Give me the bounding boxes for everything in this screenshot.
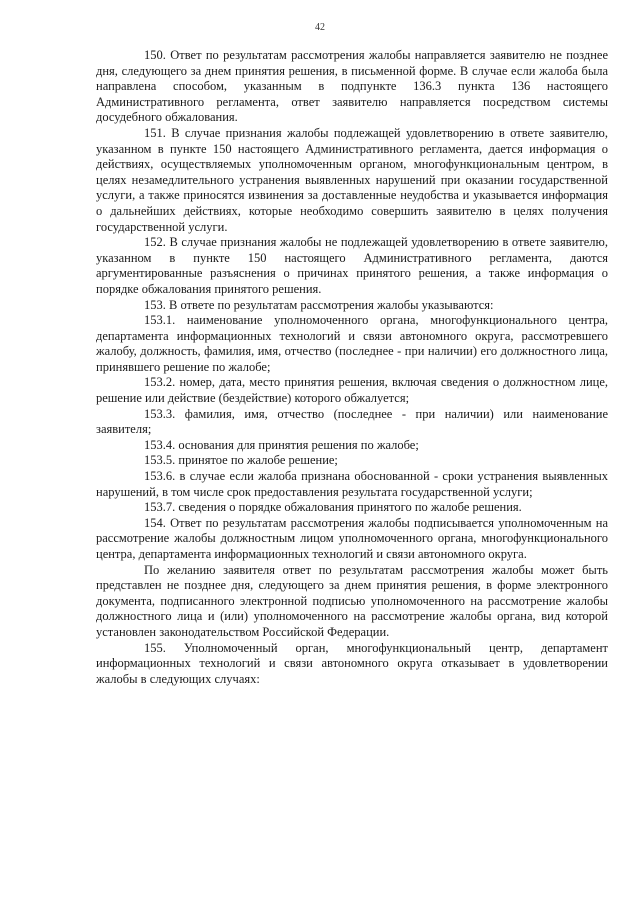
paragraph-154-electronic-answer: По желанию заявителя ответ по результатам рассмотрения жалобы может быть представлен не позднее дня, следующего за днем принятия решения, в форме электронного документа, подписанного электронной подписью уполномоченного на рассмотрение жалобы должностного лица и (или) уполномоченного на рассмотрение жалобы органа, вид которой установлен законодательством Российской Федерации. (96, 562, 608, 639)
paragraph-153: 153. В ответе по результатам рассмотрения жалобы указываются: (144, 297, 494, 312)
paragraph-154: 154. Ответ по результатам рассмотрения жалобы подписывается уполномоченным на рассмотрение жалобы должностным лицом уполномоченного органа, многофункционального центра, департамента информационных технологий и связи автономного округа. (96, 515, 608, 561)
paragraph-153-5: 153.5. принятое по жалобе решение; (144, 453, 338, 468)
paragraph-150: 150. Ответ по результатам рассмотрения жалобы направляется заявителю не позднее дня, следующего за днем принятия решения, в письменной форме. В случае если жалоба была направлена способом, указанным в подпункте 136.3 пункта 136 настоящего Административного регламента, ответ заявителю направляется посредством системы досудебного обжалования. (96, 48, 608, 125)
paragraph-152: 152. В случае признания жалобы не подлежащей удовлетворению в ответе заявителю, указанном в пункте 150 настоящего Административного регламента, даются аргументированные разъяснения о причинах принятого решения, а также информация о порядке обжалования принятого решения. (96, 235, 608, 296)
paragraph-153-2: 153.2. номер, дата, место принятия решения, включая сведения о должностном лице, решение или действие (бездействие) которого обжалуется; (96, 375, 608, 406)
paragraph-155: 155. Уполномоченный орган, многофункциональный центр, департамент информационных технологий и связи автономного округа отказывает в удовлетворении жалобы в следующих случаях: (96, 640, 608, 686)
document-body (96, 48, 608, 687)
paragraph-153-6: 153.6. в случае если жалоба признана обоснованной - сроки устранения выявленных нарушений, в том числе срок предоставления результата государственной услуги; (96, 469, 608, 499)
page-number: 42 (315, 22, 325, 33)
paragraph-153-4: 153.4. основания для принятия решения по жалобе; (144, 437, 419, 452)
paragraph-151: 151. В случае признания жалобы подлежащей удовлетворению в ответе заявителю, указанном в пункте 150 настоящего Административного регламента, дается информация о действиях, осуществляемых уполномоченным органом, многофункциональным центром, в целях незамедлительного устранения выявленных нарушений при оказании государственной услуги, а также приносятся извинения за доставленные неудобства и указывается информация о дальнейших действиях, которые необходимо совершить заявителю в целях получения государственной услуги. (96, 125, 608, 234)
paragraph-153-7: 153.7. сведения о порядке обжалования принятого по жалобе решения. (144, 500, 522, 515)
paragraph-153-3: 153.3. фамилия, имя, отчество (последнее - при наличии) или наименование заявителя; (96, 406, 608, 437)
paragraph-153-1: 153.1. наименование уполномоченного органа, многофункционального центра, департамента информационных технологий и связи автономного округа, рассмотревшего жалобу, должность, фамилия, имя, отчество (последнее - при наличии) его должностного лица, принявшего решение по жалобе; (96, 313, 608, 374)
